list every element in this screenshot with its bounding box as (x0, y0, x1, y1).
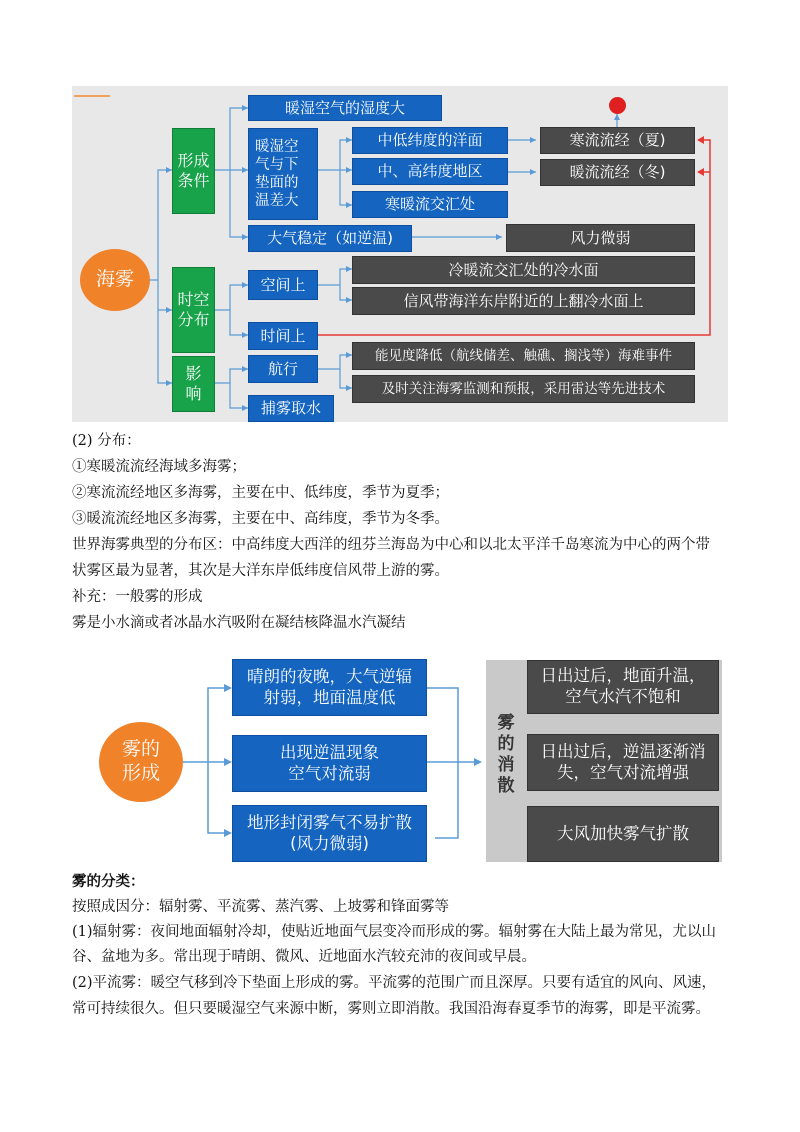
text-line: (1)辐射雾：夜间地面辐射冷却，使贴近地面气层变冷而形成的雾。辐射雾在大陆上最为常见，尤以山 (72, 924, 717, 940)
category-distribution: 时空分布 (172, 267, 215, 353)
text-line: ③暖流流经地区多海雾，主要在中、高纬度，季节为冬季。 (72, 511, 449, 527)
text-line: 雾是小水滴或者冰晶水汽吸附在凝结核降温水汽凝结 (72, 615, 406, 631)
text-line: 谷、盆地为多。常出现于晴朗、微风、近地面水汽较充沛的夜间或早晨。 (72, 949, 536, 965)
node-time: 时间上 (248, 322, 318, 350)
node-nav-item-1: 能见度降低（航线储差、触礁、搁浅等）海难事件 (352, 342, 695, 370)
node-space: 空间上 (248, 270, 318, 300)
text-line: 按照成因分：辐射雾、平流雾、蒸汽雾、上坡雾和锋面雾等 (72, 899, 449, 915)
node-weak-wind: 风力微弱 (506, 224, 695, 252)
text-line: 状雾区最为显著，其次是大洋东岸低纬度信风带上游的雾。 (72, 563, 449, 579)
text-distribution-heading: (2) 分布： (72, 433, 141, 449)
center-sea-fog: 海雾 (80, 249, 150, 311)
node-space-item-1: 冷暖流交汇处的冷水面 (352, 256, 695, 284)
node-stable-air: 大气稳定（如逆温) (248, 225, 412, 252)
node-humidity: 暖湿空气的湿度大 (248, 95, 442, 121)
cause-inversion: 出现逆温现象空气对流弱 (232, 735, 427, 792)
text-line: 世界海雾典型的分布区：中高纬度大西洋的纽芬兰海岛为中心和以北太平洋千岛寒流为中心的两个带 (72, 537, 710, 553)
node-cold-current: 寒流流经（夏) (540, 127, 695, 154)
heading-fog-classification: 雾的分类： (72, 873, 145, 890)
node-navigation: 航行 (248, 355, 318, 383)
text-line: ②寒流流经地区多海雾，主要在中、低纬度，季节为夏季； (72, 485, 449, 501)
category-impact: 影响 (172, 356, 215, 412)
node-place-1: 中低纬度的洋面 (352, 127, 508, 154)
effect-strong-wind: 大风加快雾气扩散 (527, 806, 719, 862)
text-line: (2)平流雾：暖空气移到冷下垫面上形成的雾。平流雾的范围广而且深厚。只要有适宜的风向、风速， (72, 975, 717, 991)
effect-sunrise-heat: 日出过后，地面升温，空气水汽不饱和 (527, 660, 719, 714)
text-line: ①寒暖流流经海域多海雾； (72, 459, 246, 475)
text-line: 常可持续很久。但只要暖湿空气来源中断，雾则立即消散。我国沿海春夏季节的海雾，即是平流雾。 (72, 1001, 710, 1017)
node-warm-current: 暖流流经（冬) (540, 159, 695, 186)
center-fog-formation: 雾的形成 (99, 722, 183, 802)
label-fog-dissipation: 雾的消散 (497, 712, 515, 797)
node-place-2: 中、高纬度地区 (352, 158, 508, 185)
node-fog-water: 捕雾取水 (248, 395, 334, 422)
cause-closed-terrain: 地形封闭雾气不易扩散(风力微弱) (232, 805, 427, 862)
cause-clear-night: 晴朗的夜晚，大气逆辐射弱，地面温度低 (232, 659, 427, 716)
effect-inversion-fade: 日出过后，逆温逐渐消失，空气对流增强 (527, 734, 719, 791)
category-formation: 形成条件 (172, 128, 215, 214)
node-nav-item-2: 及时关注海雾监测和预报，采用雷达等先进技术 (352, 375, 695, 403)
node-space-item-2: 信风带海洋东岸附近的上翻冷水面上 (352, 287, 695, 315)
node-temp-diff: 暖湿空气与下垫面的温差大 (248, 128, 318, 220)
node-place-3: 寒暖流交汇处 (352, 191, 508, 218)
text-line: 补充：一般雾的形成 (72, 589, 203, 605)
